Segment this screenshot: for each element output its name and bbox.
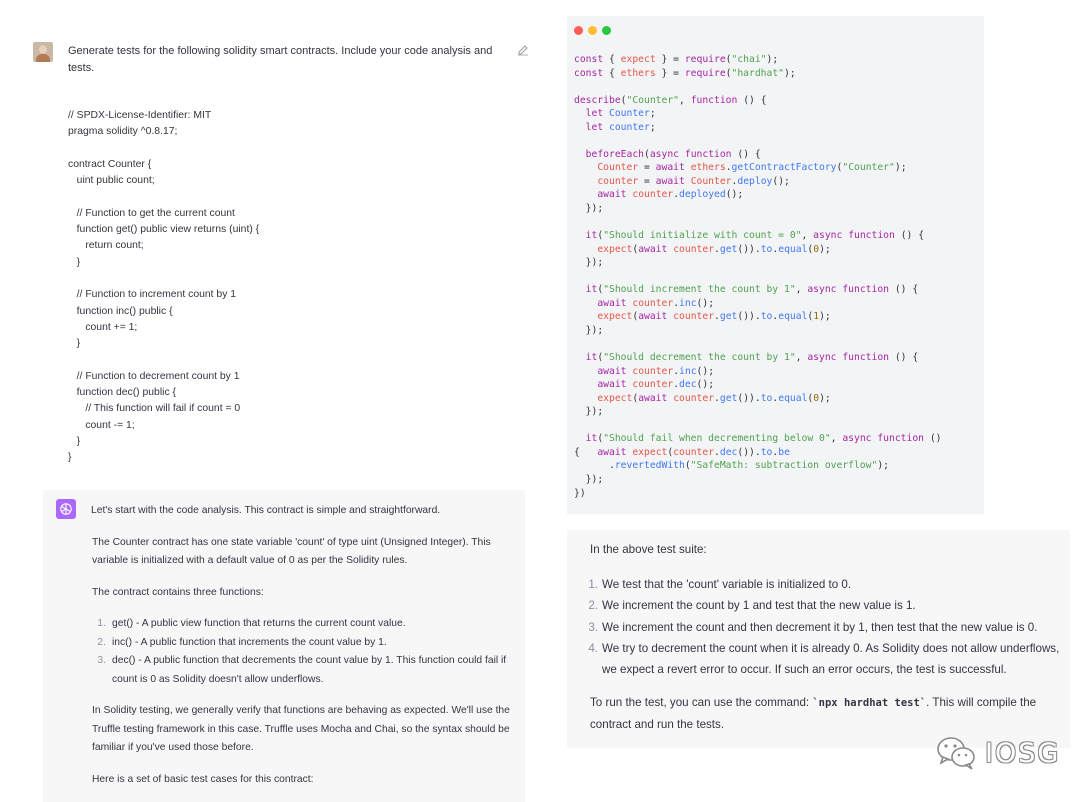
test-list <box>590 574 1068 680</box>
minimize-dot-icon <box>588 26 597 35</box>
function-list <box>92 615 522 689</box>
code-line <box>68 189 259 205</box>
list-item: 1. get() - A public view function that returns the current count value. <box>97 618 406 629</box>
explanation-text <box>590 539 1068 750</box>
assistant-message <box>43 490 525 802</box>
watermark <box>935 735 1060 771</box>
code-line: // Function to increment count by 1 <box>68 289 237 301</box>
code-line <box>68 352 259 368</box>
test-explanation <box>567 530 1070 748</box>
code-line <box>68 271 259 287</box>
code-line: } <box>68 452 72 464</box>
code-line: } <box>68 338 81 350</box>
maximize-dot-icon <box>602 26 611 35</box>
list-item: 2. We increment the count by 1 and test that the new value is 1. <box>588 599 916 613</box>
code-line: function dec() public { <box>68 387 177 399</box>
list-item: 1. We test that the 'count' variable is initialized to 0. <box>588 578 852 592</box>
code-line: // Function to get the current count <box>68 207 235 219</box>
assistant-para-tests: Here is a set of basic test cases for this contract: <box>92 773 314 785</box>
watermark-text: IOSG <box>985 737 1061 769</box>
list-item: 4. We try to decrement the count when it is already 0. As Solidity does not allow underflows, we expect a revert error to occur. If such an error occurs, the test is successful. <box>588 641 1060 677</box>
list-item: 3. We increment the count and then decrement it by 1, then test that the new value is 0. <box>588 620 1038 634</box>
assistant-para-testing: In Solidity testing, we generally verify that functions are behaving as expected. We'll use the Truffle testing framework in this case. Truffle uses Mocha and Chai, so the syntax should be familiar if you've used those before. <box>92 705 510 753</box>
code-line: // Function to decrement count by 1 <box>68 370 240 382</box>
chatgpt-logo-icon <box>56 499 76 519</box>
user-avatar <box>33 42 53 62</box>
code-line: } <box>68 256 81 268</box>
assistant-para-state: The Counter contract has one state variable 'count' of type uint (Unsigned Integer). This variable is initialized with a default value of 0 as per the Solidity rules. <box>92 536 491 566</box>
js-test-code: const { expect } = require("chai"); const { ethers } = require("hardhat"); describe("Counter", function () { let Counter; let counter; beforeEach(async function () { Counter = await ethers.getContractFactory("Counter"); counter = await Counter.deploy(); await counter.deployed(); }); it("Should initialize with count = 0", async function () { expect(await counter.get()).to.equal(0); }); it("Should increment the count by 1", async function () { await counter.inc(); expect(await counter.get()).to.equal(1); }); it("Should decrement the count by 1", async function () { await counter.inc(); await counter.dec(); expect(await counter.get()).to.equal(0); }); it("Should fail when decrementing below 0", async function () { await expect(counter.dec()).to.be .revertedWith("SafeMath: subtraction overflow"); }); }) <box>574 54 942 499</box>
assistant-intro: Let's start with the code analysis. This contract is simple and straightforward. <box>91 505 441 516</box>
window-controls <box>574 26 611 35</box>
user-prompt-text: Generate tests for the following solidity smart contracts. Include your code analysis and tests. <box>68 45 493 74</box>
user-message <box>0 0 545 490</box>
code-line: uint public count; <box>68 175 155 187</box>
code-line: function get() public view returns (uint) { <box>68 224 260 236</box>
solidity-code <box>68 108 259 467</box>
code-line: } <box>68 435 81 447</box>
code-line: pragma solidity ^0.8.17; <box>68 126 178 138</box>
code-line: count -= 1; <box>68 419 135 431</box>
wechat-icon <box>935 735 979 771</box>
code-window <box>567 16 984 514</box>
list-item: 2. inc() - A public function that increments the count value by 1. <box>97 636 387 648</box>
explain-intro: In the above test suite: <box>590 543 707 556</box>
list-item: 3. dec() - A public function that decrements the count value by 1. This function could fail if count is 0 as Solidity doesn't allow underflows. <box>97 655 507 685</box>
edit-icon[interactable] <box>517 44 529 56</box>
code-line: return count; <box>68 240 144 252</box>
code-line: // This function will fail if count = 0 <box>68 403 241 415</box>
run-command: `npx hardhat test` <box>812 697 927 710</box>
code-line: contract Counter { <box>68 158 152 170</box>
assistant-text <box>92 502 522 802</box>
code-line: count += 1; <box>68 321 138 333</box>
assistant-para-functions: The contract contains three functions: <box>92 586 264 598</box>
code-line <box>68 141 259 157</box>
code-line: // SPDX-License-Identifier: MIT <box>68 110 212 121</box>
close-dot-icon <box>574 26 583 35</box>
code-line: function inc() public { <box>68 305 173 317</box>
run-instructions: To run the test, you can use the command: `npx hardhat test`. This will compile the contract and run the tests. <box>590 696 1037 732</box>
